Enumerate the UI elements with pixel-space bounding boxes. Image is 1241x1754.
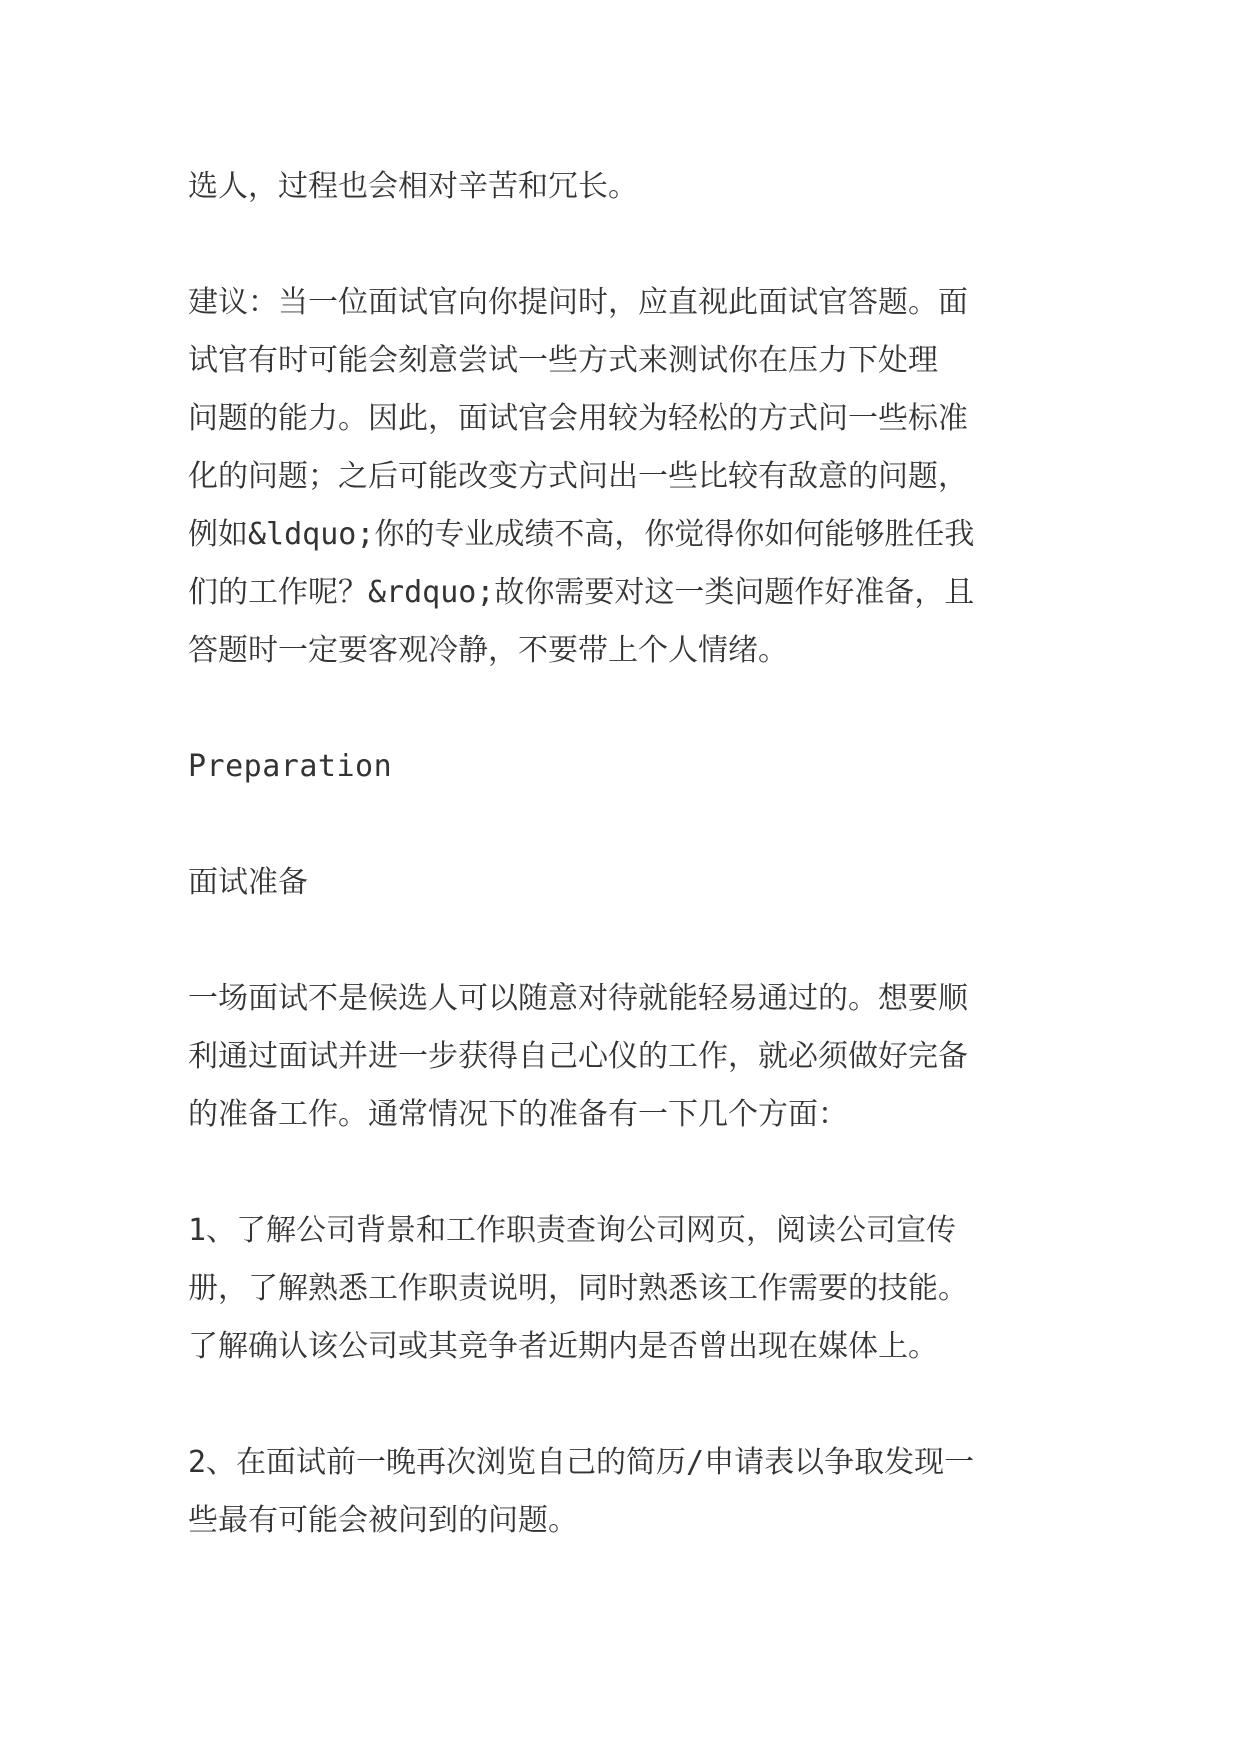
document-body (188, 158, 1068, 1608)
paragraph-candidate-process (188, 158, 1068, 216)
paragraph-advice (188, 274, 1068, 680)
text-line: 问题的能力。因此，面试官会用较为轻松的方式问一些标准 (188, 401, 968, 436)
text-line: 1、了解公司背景和工作职责查询公司网页，阅读公司宣传 (188, 1213, 957, 1248)
text-line: 册，了解熟悉工作职责说明，同时熟悉该工作需要的技能。 (188, 1271, 968, 1306)
text-line: 例如&ldquo;你的专业成绩不高，你觉得你如何能够胜任我 (188, 517, 975, 552)
paragraph-intro (188, 970, 1068, 1144)
text-line: 答题时一定要客观冷静，不要带上个人情绪。 (188, 633, 788, 668)
text-line: 一场面试不是候选人可以随意对待就能轻易通过的。想要顺 (188, 981, 968, 1016)
text-line: 些最有可能会被问到的问题。 (188, 1503, 578, 1538)
text-line: 利通过面试并进一步获得自己心仪的工作，就必须做好完备 (188, 1039, 968, 1074)
text-line: 选人，过程也会相对辛苦和冗长。 (188, 169, 638, 204)
section-heading-english (188, 738, 1068, 796)
text-line: 建议：当一位面试官向你提问时，应直视此面试官答题。面 (188, 285, 968, 320)
list-item-2 (188, 1434, 1068, 1550)
list-item-1 (188, 1202, 1068, 1376)
text-line: 试官有时可能会刻意尝试一些方式来测试你在压力下处理 (188, 343, 938, 378)
heading-preparation: Preparation (188, 749, 393, 784)
text-line: 的准备工作。通常情况下的准备有一下几个方面： (188, 1097, 848, 1132)
text-line: 了解确认该公司或其竞争者近期内是否曾出现在媒体上。 (188, 1329, 938, 1364)
text-line: 2、在面试前一晚再次浏览自己的简历/申请表以争取发现一 (188, 1445, 975, 1480)
heading-interview-preparation: 面试准备 (188, 865, 308, 900)
text-line: 们的工作呢？&rdquo;故你需要对这一类问题作好准备，且 (188, 575, 975, 610)
text-line: 化的问题；之后可能改变方式问出一些比较有敌意的问题， (188, 459, 968, 494)
section-heading-chinese (188, 854, 1068, 912)
